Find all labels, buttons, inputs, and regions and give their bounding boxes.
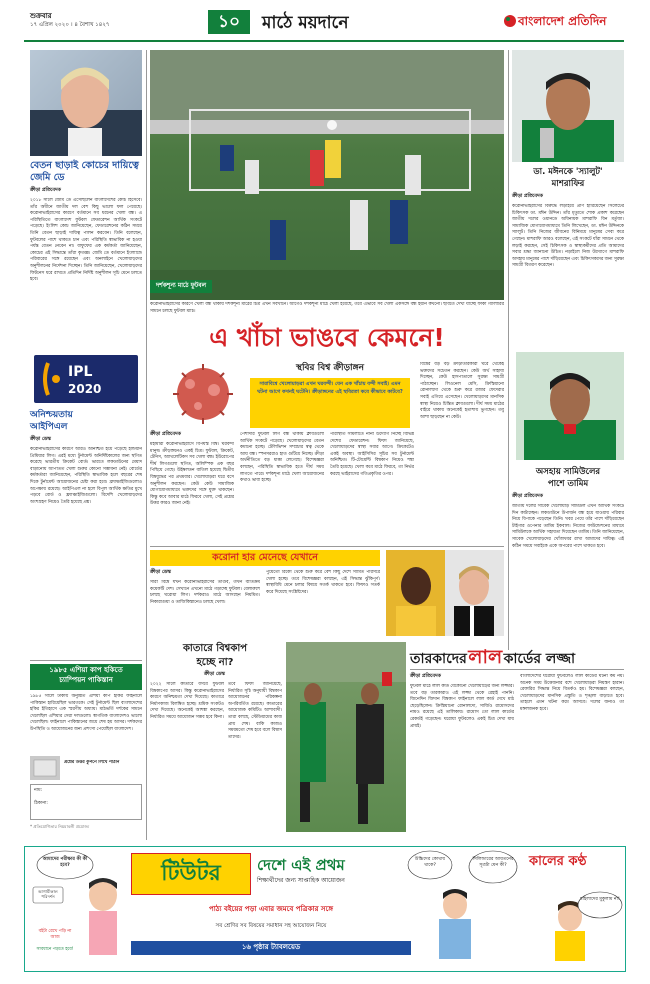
mashrafe-byline: ক্রীড়া প্রতিবেদক <box>512 194 543 199</box>
tamim-headline-1: অসহায় সামিউলের <box>535 467 601 477</box>
lead-byline: ক্রীড়া প্রতিবেদক <box>150 432 181 437</box>
wc-col-2: তবে ফিফা জানিয়েছে, নির্ধারিত সূচি অনুযায়ী বিশ্বকাপ আয়োজনের পরিকল্পনা অপরিবর্তিত রয়েছে। কাতারের আয়োজক কমিটিও আশাবাদী। তারা বলছে, স্টেডিয়ামের কাজ প্রায় শেষ। বাকি কাজও সময়মতো শেষ হবে বলে বিশ্বাস তাদের। <box>228 682 282 740</box>
tamim-photo <box>516 352 624 460</box>
main-photo <box>150 50 504 300</box>
red-card-headline <box>410 644 624 670</box>
mashrafe-body: করোনাভাইরাসের বিরুদ্ধে লড়াইয়ে প্রাণ হারিয়েছেন সিলেটের চিকিৎসক ডা. মঈন উদ্দিন। তাঁর মৃত্যুতে শোক প্রকাশ করেছেন জাতীয় দলের ওয়ানডে অধিনায়ক মাশরাফি বিন মর্তুজা। সামাজিক যোগাযোগমাধ্যমে তিনি লিখেছেন, ডা. মঈন উদ্দিনকে স্যালুট। তিনি নিজের জীবনের বিনিময়ে মানুষের সেবা করে গেছেন। মাশরাফি আরও বলেছেন, এই সংকটে যাঁরা সামনে থেকে লড়াই করছেন, সেই চিকিৎসক ও স্বাস্থ্যকর্মীদের প্রতি আমাদের সবার শ্রদ্ধা জানানো উচিত। নড়াইলে নিজ উদ্যোগে মাশরাফি অসহায় মানুষের পাশে দাঁড়িয়েছেন এবং চিকিৎসকদের জন্য সুরক্ষা সামগ্রী বিতরণ করেছেন। <box>512 204 624 269</box>
red-card-col-2: বাংলাদেশের ঘরোয়া ফুটবলেও লাল কার্ডের ঘটনা কম নয়। অনেক সময় উত্তেজনার বশে খেলোয়াড়রা নিয়ন্ত্রণ হারান। রেফারির সিদ্ধান্ত নিয়ে বিতর্কও হয়। বিশেষজ্ঞরা বলছেন, খেলোয়াড়দের মানসিক প্রস্তুতি ও শৃঙ্খলা বাড়াতে হবে। তাহলে এমন ঘটনা কমে আসবে। দলের জন্যও তা মঙ্গলজনক হবে। <box>520 674 624 713</box>
main-photo-description: করোনাভাইরাসের কারণে খেলা বন্ধ থাকায় দর্শকশূন্য মাঠের চিত্র এখন সবখানে। আগেও দর্শকশূন্য মাঠে খেলা হয়েছে, তবে এভাবে সব খেলা একসঙ্গে বন্ধ হয়নি কখনো। ছবিতে দেখা যাচ্ছে ফাঁকা গ্যালারির সামনে চলছে ফুটবল ম্যাচ। <box>150 302 504 314</box>
ipl-headline-1: অনিশ্চয়তায় <box>30 410 73 420</box>
ad-paper-logo: কালের কণ্ঠ <box>529 854 587 869</box>
ad-bubble-4: সাবধানে পড়তে হবে! <box>36 947 74 952</box>
header-day: শুক্রবার <box>30 12 52 20</box>
lead-subhead: স্থবির বিশ্ব ক্রীড়াঙ্গন <box>296 363 364 373</box>
lead-virus-image <box>160 360 246 428</box>
header-date: ১৭ এপ্রিল ২০২০ । ৪ বৈশাখ ১৪২৭ <box>30 22 110 28</box>
ad-bubble-6: মহিলাদের মুকুলাম না! <box>580 897 620 902</box>
ipl-headline-2: আইপিএল <box>30 422 68 432</box>
ad-line-2: পাঠ্য বইয়ের পড়া এবার জমবে পত্রিকার সঙ্গে <box>209 905 333 913</box>
corona-headline-box <box>150 550 380 566</box>
asia-cup-form-line: প্রশ্নের উত্তর কুপনে লিখে পাঠান <box>64 760 120 765</box>
mashrafe-headline-2: মাশরাফির <box>551 179 585 189</box>
lead-headline: এ খাঁচা ভাঙবে কেমনে! <box>209 323 445 352</box>
mashrafe-headline-1: ডা. মঈনকে 'স্যালুট' <box>533 167 603 177</box>
coach-photo <box>30 50 142 156</box>
page-number: ১০ <box>217 11 241 32</box>
ad-brand: টিউটর <box>161 861 221 887</box>
lead-col-1: মহামারী করোনাভাইরাসে বিপর্যস্ত বিশ্ব। ঘরবন্দী মানুষ। ক্রীড়াঙ্গনেও একই চিত্র। ফুটবল, ক্রিকেট, টেনিস, অ্যাথলেটিকস সব খেলা বন্ধ। ইউরোপের শীর্ষ লিগগুলো স্থগিত, অলিম্পিক এক বছর পিছিয়ে গেছে। উইম্বলডন বাতিল হয়েছে দ্বিতীয় বিশ্বযুদ্ধের পর প্রথমবার। খেলোয়াড়রা ঘরে বসে অনুশীলন করছেন। কেউ কেউ সামাজিক যোগাযোগমাধ্যমে ভক্তদের সঙ্গে যুক্ত থাকছেন। কিন্তু কবে আবার মাঠে ফিরবে খেলা, সেই প্রশ্নের উত্তর কারও জানা নেই। <box>150 442 234 507</box>
wc-headline-1: কাতারে বিশ্বকাপ <box>182 643 248 654</box>
coach-byline: ক্রীড়া প্রতিবেদক <box>30 188 61 193</box>
red-card-byline: ক্রীড়া প্রতিবেদক <box>410 674 441 679</box>
paper-logo <box>500 6 620 38</box>
ad-side-note: আগামীকাল পরিদর্শন <box>38 889 58 900</box>
coach-body: ২০১৮ সালে জেমি ডে এসেছিলেন বাংলাদেশের কোচ হিসেবে। তাঁর অধীনে জাতীয় দল বেশ কিছু ভালো ফল পেয়েছে। করোনাভাইরাসের কারণে বর্তমানে সব ধরনের খেলা বন্ধ। এ পরিস্থিতিতে বাংলাদেশ ফুটবল ফেডারেশন আর্থিক সংকটে পড়েছে। ইংলিশ কোচ জানিয়েছেন, ফেডারেশনের কঠিন সময়ে তিনি বেতন ছাড়াই দায়িত্ব পালন করবেন। তিনি বলেছেন, ফুটবলের পাশে থাকতে চান এবং পরিস্থিতি স্বাভাবিক না হওয়া পর্যন্ত বেতন নেবেন না। বাফুফের এক কর্মকর্তা জানিয়েছেন, কোচের এই সিদ্ধান্তে তাঁরা কৃতজ্ঞ। জেমি ডে বর্তমানে ইংল্যান্ডে পরিবারের সঙ্গে রয়েছেন এবং অনলাইনে খেলোয়াড়দের অনুশীলনের নির্দেশনা দিচ্ছেন। তিনি জানিয়েছেন, খেলোয়াড়দের ফিটনেস ধরে রাখতে প্রতিদিন নির্দিষ্ট অনুশীলন সূচি মেনে চলতে হবে। <box>30 198 142 283</box>
tamim-portrait-icon <box>516 352 624 460</box>
corona-photo <box>386 550 504 636</box>
trophy-icon <box>30 756 60 780</box>
tamim-byline: ক্রীড়া প্রতিবেদক <box>512 494 543 499</box>
ipl-body: করোনাভাইরাসের কারণে আরও অনিশ্চিত হয়ে পড়েছে ইন্ডিয়ান প্রিমিয়ার লিগ। এরই মধ্যে টুর্নামেন্ট অনির্দিষ্টকালের জন্য স্থগিত করেছে ভারতীয় ক্রিকেট বোর্ড। ভারতে লকডাউনের মেয়াদ বাড়ানোয় আপাতত খেলা শুরুর কোনো সম্ভাবনা নেই। বোর্ডের কর্মকর্তারা জানিয়েছেন, পরিস্থিতি স্বাভাবিক হলে বছরের শেষ দিকে টুর্নামেন্ট আয়োজনের চেষ্টা করা হবে। ফ্র্যাঞ্চাইজিগুলোও অপেক্ষায় রয়েছে। আইপিএল না হলে বিপুল আর্থিক ক্ষতির মুখে পড়বে বোর্ড ও ফ্র্যাঞ্চাইজিগুলো। বিদেশি খেলোয়াড়দের অংশগ্রহণ নিয়েও তৈরি হয়েছে প্রশ্ন। <box>30 447 142 505</box>
main-photo-caption: দর্শকশূন্য মাঠে ফুটবল <box>150 280 212 293</box>
asia-cup-headline-2: চ্যাম্পিয়ন পাকিস্তান <box>59 675 113 684</box>
ipl-story <box>30 355 142 655</box>
football-match-image <box>150 50 504 300</box>
asia-cup-photo <box>30 756 60 780</box>
lead-highlight: সারাবিশ্বে খেলোয়াড়রা এখন ঘরবন্দী। যেন এক খাঁচায় বন্দী সবাই। এমন ঘটনা আগে কখনই ঘটেনি। ক্রীড়াঙ্গনের এই স্থবিরতা কবে কীভাবে কাটবে? <box>257 381 403 395</box>
page-header <box>0 0 650 42</box>
asia-cup-body: ১৯৮৫ সালে ঢাকায় অনুষ্ঠিত এশিয়া কাপ হকির ফাইনালে পাকিস্তান হারিয়েছিল ভারতকে। সেই টুর্নামেন্ট ছিল বাংলাদেশের হকির ইতিহাসে এক স্মরণীয় অধ্যায়। মাঠভর্তি দর্শকের সামনে খেলেছিল এশিয়ার সেরা দলগুলো। স্বাগতিক বাংলাদেশও ভালো খেলেছিল। ফাইনালে পাকিস্তানের জয়ে শেষ হয় আসর। দর্শকদের উপস্থিতি ও আয়োজনের জন্য প্রশংসা পেয়েছিল বাংলাদেশ। <box>30 694 142 733</box>
referee-red-card-image <box>286 642 406 832</box>
ad-tagline: দেশে এই প্রথম <box>257 856 345 874</box>
asia-cup-box <box>30 664 142 690</box>
ad-date-strip <box>131 941 411 955</box>
wc-headline-2: হচ্ছে না? <box>196 657 234 668</box>
wc-byline: ক্রীড়া ডেস্ক <box>204 672 225 677</box>
ipl-byline: ক্রীড়া ডেস্ক <box>30 437 51 442</box>
ipl-year: 2020 <box>68 382 102 396</box>
ad-brand-box <box>131 853 251 895</box>
lead-col-3: পরিস্থিতি সামলাতে নানা উদ্যোগ নিচ্ছে বিভিন্ন দেশের ফেডারেশন। ফিফা জানিয়েছে, খেলোয়াড়দের স্বাস্থ্য সবার আগে। ক্রিকেটেও একই অবস্থা। আইসিসির সূচির সব টুর্নামেন্ট অনিশ্চিত। টি-টোয়েন্টি বিশ্বকাপ নিয়েও শঙ্কা তৈরি হয়েছে। খেলা কবে মাঠে ফিরবে, তা নির্ভর করছে ভাইরাসের গতিপ্রকৃতির ওপর। <box>330 432 414 477</box>
red-card-headline-red: লাল <box>468 646 503 668</box>
red-card-headline-post: কার্ডের লজ্জা <box>503 651 576 667</box>
ad-bubble-5: বইটা রেখে পড়ি না আজ <box>38 929 72 940</box>
corona-col-2: পুয়ের্তো রিকো থেকে শুরু করে বেশ কিছু দেশে সীমিত পরিসরে খেলা হচ্ছে। তবে বিশেষজ্ঞরা বলছেন, এই সিদ্ধান্ত ঝুঁকিপূর্ণ। স্বাস্থ্যবিধি মেনে চলার বিষয়ে সতর্ক থাকতে হবে। ফিফাও সতর্ক করে দিয়েছে সংশ্লিষ্টদের। <box>266 570 380 595</box>
ipl-logo-text: IPL <box>68 364 93 380</box>
corona-headline: করোনা হার মেনেছে যেখানে <box>212 552 318 564</box>
coach-headline: বেতন ছাড়াই কোচের দায়িত্বে জেমি ডে <box>30 160 139 184</box>
corona-col-1: সারা বিশ্বে যখন করোনাভাইরাসের তাণ্ডব, তখন ব্যতিক্রম কয়েকটি দেশ। সেখানে এখনো মাঠে গড়াচ্ছে ফুটবল। বেলারুশে চলছে ঘরোয়া লিগ। দর্শকরাও মাঠে আসছেন নিয়মিত। নিকারাগুয়া ও তাজিকিস্তানেও চলছে খেলা। <box>150 580 260 605</box>
wc-col-1: ২০২২ সালে কাতারে বসবে ফুটবল বিশ্বকাপের আসর। কিন্তু করোনাভাইরাসের কারণে অনিশ্চয়তা দেখা দিয়েছে। কাতারে নির্মাণকাজ বিলম্বিত হচ্ছে। শ্রমিক সংকটও দেখা দিয়েছে। অনেকেই আশঙ্কা করছেন, নির্ধারিত সময়ে আয়োজন সম্ভব হবে কিনা। <box>150 682 224 721</box>
corona-byline: ক্রীড়া ডেস্ক <box>150 570 171 575</box>
coach-portrait-icon <box>30 50 142 156</box>
ad-line-3: সব শ্রেণির সব বিষয়ের সমাধান সহ আয়োজন নিয়ে <box>215 923 327 929</box>
asia-cup-form-box <box>30 784 142 820</box>
ipl-logo-box <box>34 355 138 403</box>
asia-cup-headline-1: ১৯৮৫ এশিয়া কাপ হকিতে <box>49 666 123 674</box>
lead-highlight-box <box>250 378 410 428</box>
ad-bubble-2: উচ্চিদের কোথায় থাকে? <box>414 857 446 868</box>
asia-cup-form-address: ঠিকানা: <box>34 800 48 806</box>
ad-date-text: ১৬ পৃষ্ঠার ট্যাবলয়েড <box>241 943 301 952</box>
red-card-headline-pre: তারকাদের <box>410 651 467 667</box>
paper-logo-text: বাংলাদেশ প্রতিদিন <box>518 14 607 28</box>
page-number-box <box>208 10 250 34</box>
tamim-body: জাতীয় দলের সাবেক খেলোয়াড় সামিউল এখন আর্থিক সংকটে দিন কাটাচ্ছেন। লকডাউনে উপার্জন বন্ধ হয়ে যাওয়ায় পরিবার নিয়ে বিপাকে পড়েছেন তিনি। খবর পেয়ে তাঁর পাশে দাঁড়িয়েছেন টাইগার ওপেনার তামিম ইকবাল। নিজের ফাউন্ডেশনের মাধ্যমে সামিউলকে আর্থিক সহায়তা দিয়েছেন তামিম। তিনি জানিয়েছেন, সাবেক খেলোয়াড়দের খোঁজখবর রাখা আমাদের দায়িত্ব। এই কঠিন সময়ে সবাইকে একে অপরের পাশে থাকতে হবে। <box>512 504 624 549</box>
red-card-col-1: ফুটবল মাঠে লাল কার্ড যেকোনো খেলোয়াড়ের জন্য লজ্জার। তবে বড় তারকারাও এই লজ্জা থেকে রেহাই পাননি। জিনেদিন জিদান বিশ্বকাপ ফাইনালে লাল কার্ড দেখে মাঠ ছেড়েছিলেন। ক্রিস্তিয়ানো রোনালদো, সার্জিও রামোসদের নামও রয়েছে এই তালিকায়। রামোস তো লাল কার্ডের রেকর্ডই গড়েছেন। ঘরোয়া ফুটবলেও একই চিত্র দেখা যায় প্রায়ই। <box>410 684 514 729</box>
section-title: মাঠে ময়দানে <box>262 13 349 33</box>
asia-cup-form-name: নাম: <box>34 788 43 793</box>
coach-story <box>30 50 142 340</box>
lead-col-4: বিশ্বের বড় বড় ক্রীড়াতারকারা ঘরে থেকেই ভক্তদের সচেতন করছেন। কেউ অর্থ সাহায্য দিচ্ছেন, কেউ হাসপাতালে সুরক্ষা সামগ্রী পাঠাচ্ছেন। লিওনেল মেসি, ক্রিস্তিয়ানো রোনালদো থেকে শুরু করে রজার ফেদেরার সবাই এগিয়ে এসেছেন। খেলোয়াড়দের মানসিক স্বাস্থ্য নিয়েও চিন্তিত ক্লাবগুলো। দীর্ঘ সময় মাঠের বাইরে থাকায় অনেকেই হতাশায় ভুগছেন। তবু আশা ছাড়ছেন না কেউ। <box>420 362 504 420</box>
red-card-photo <box>286 642 406 832</box>
asia-cup-form-note: * প্রতিযোগিতার নিয়মাবলী প্রযোজ্য <box>30 824 90 829</box>
lead-col-2: পেশাদার ফুটবল লিগ বন্ধ থাকায় ক্লাবগুলো আর্থিক সংকটে পড়েছে। খেলোয়াড়দের বেতন কমানো হচ্ছে। টেলিভিশন সম্প্রচার স্বত্ব থেকে আয় বন্ধ। স্পনসররাও হাত গুটিয়ে নিচ্ছে। ক্রীড়া অর্থনীতিতে বড় ধাক্কা লেগেছে। বিশেষজ্ঞরা বলছেন, পরিস্থিতি স্বাভাবিক হতে দীর্ঘ সময় লাগতে পারে। দর্শকশূন্য মাঠে খেলা আয়োজনের কথাও ভাবা হচ্ছে। <box>240 432 324 484</box>
mashrafe-portrait-icon <box>512 50 624 162</box>
ad-tagline-sub: শিক্ষার্থীদের জন্য সাপ্তাহিক আয়োজন <box>257 877 345 884</box>
tutor-ad <box>24 846 626 972</box>
two-players-image <box>386 550 504 636</box>
virus-icon <box>160 360 246 428</box>
tamim-headline-2: পাশে তামিম <box>547 479 589 489</box>
ad-bubble-1: আমাদের পরীক্ষার কী কী হবে? <box>42 857 88 868</box>
ad-bubble-3: সিলিন্ডারের আয়তনের সূত্রটা যেন কী? <box>472 857 514 868</box>
mashrafe-photo <box>512 50 624 162</box>
